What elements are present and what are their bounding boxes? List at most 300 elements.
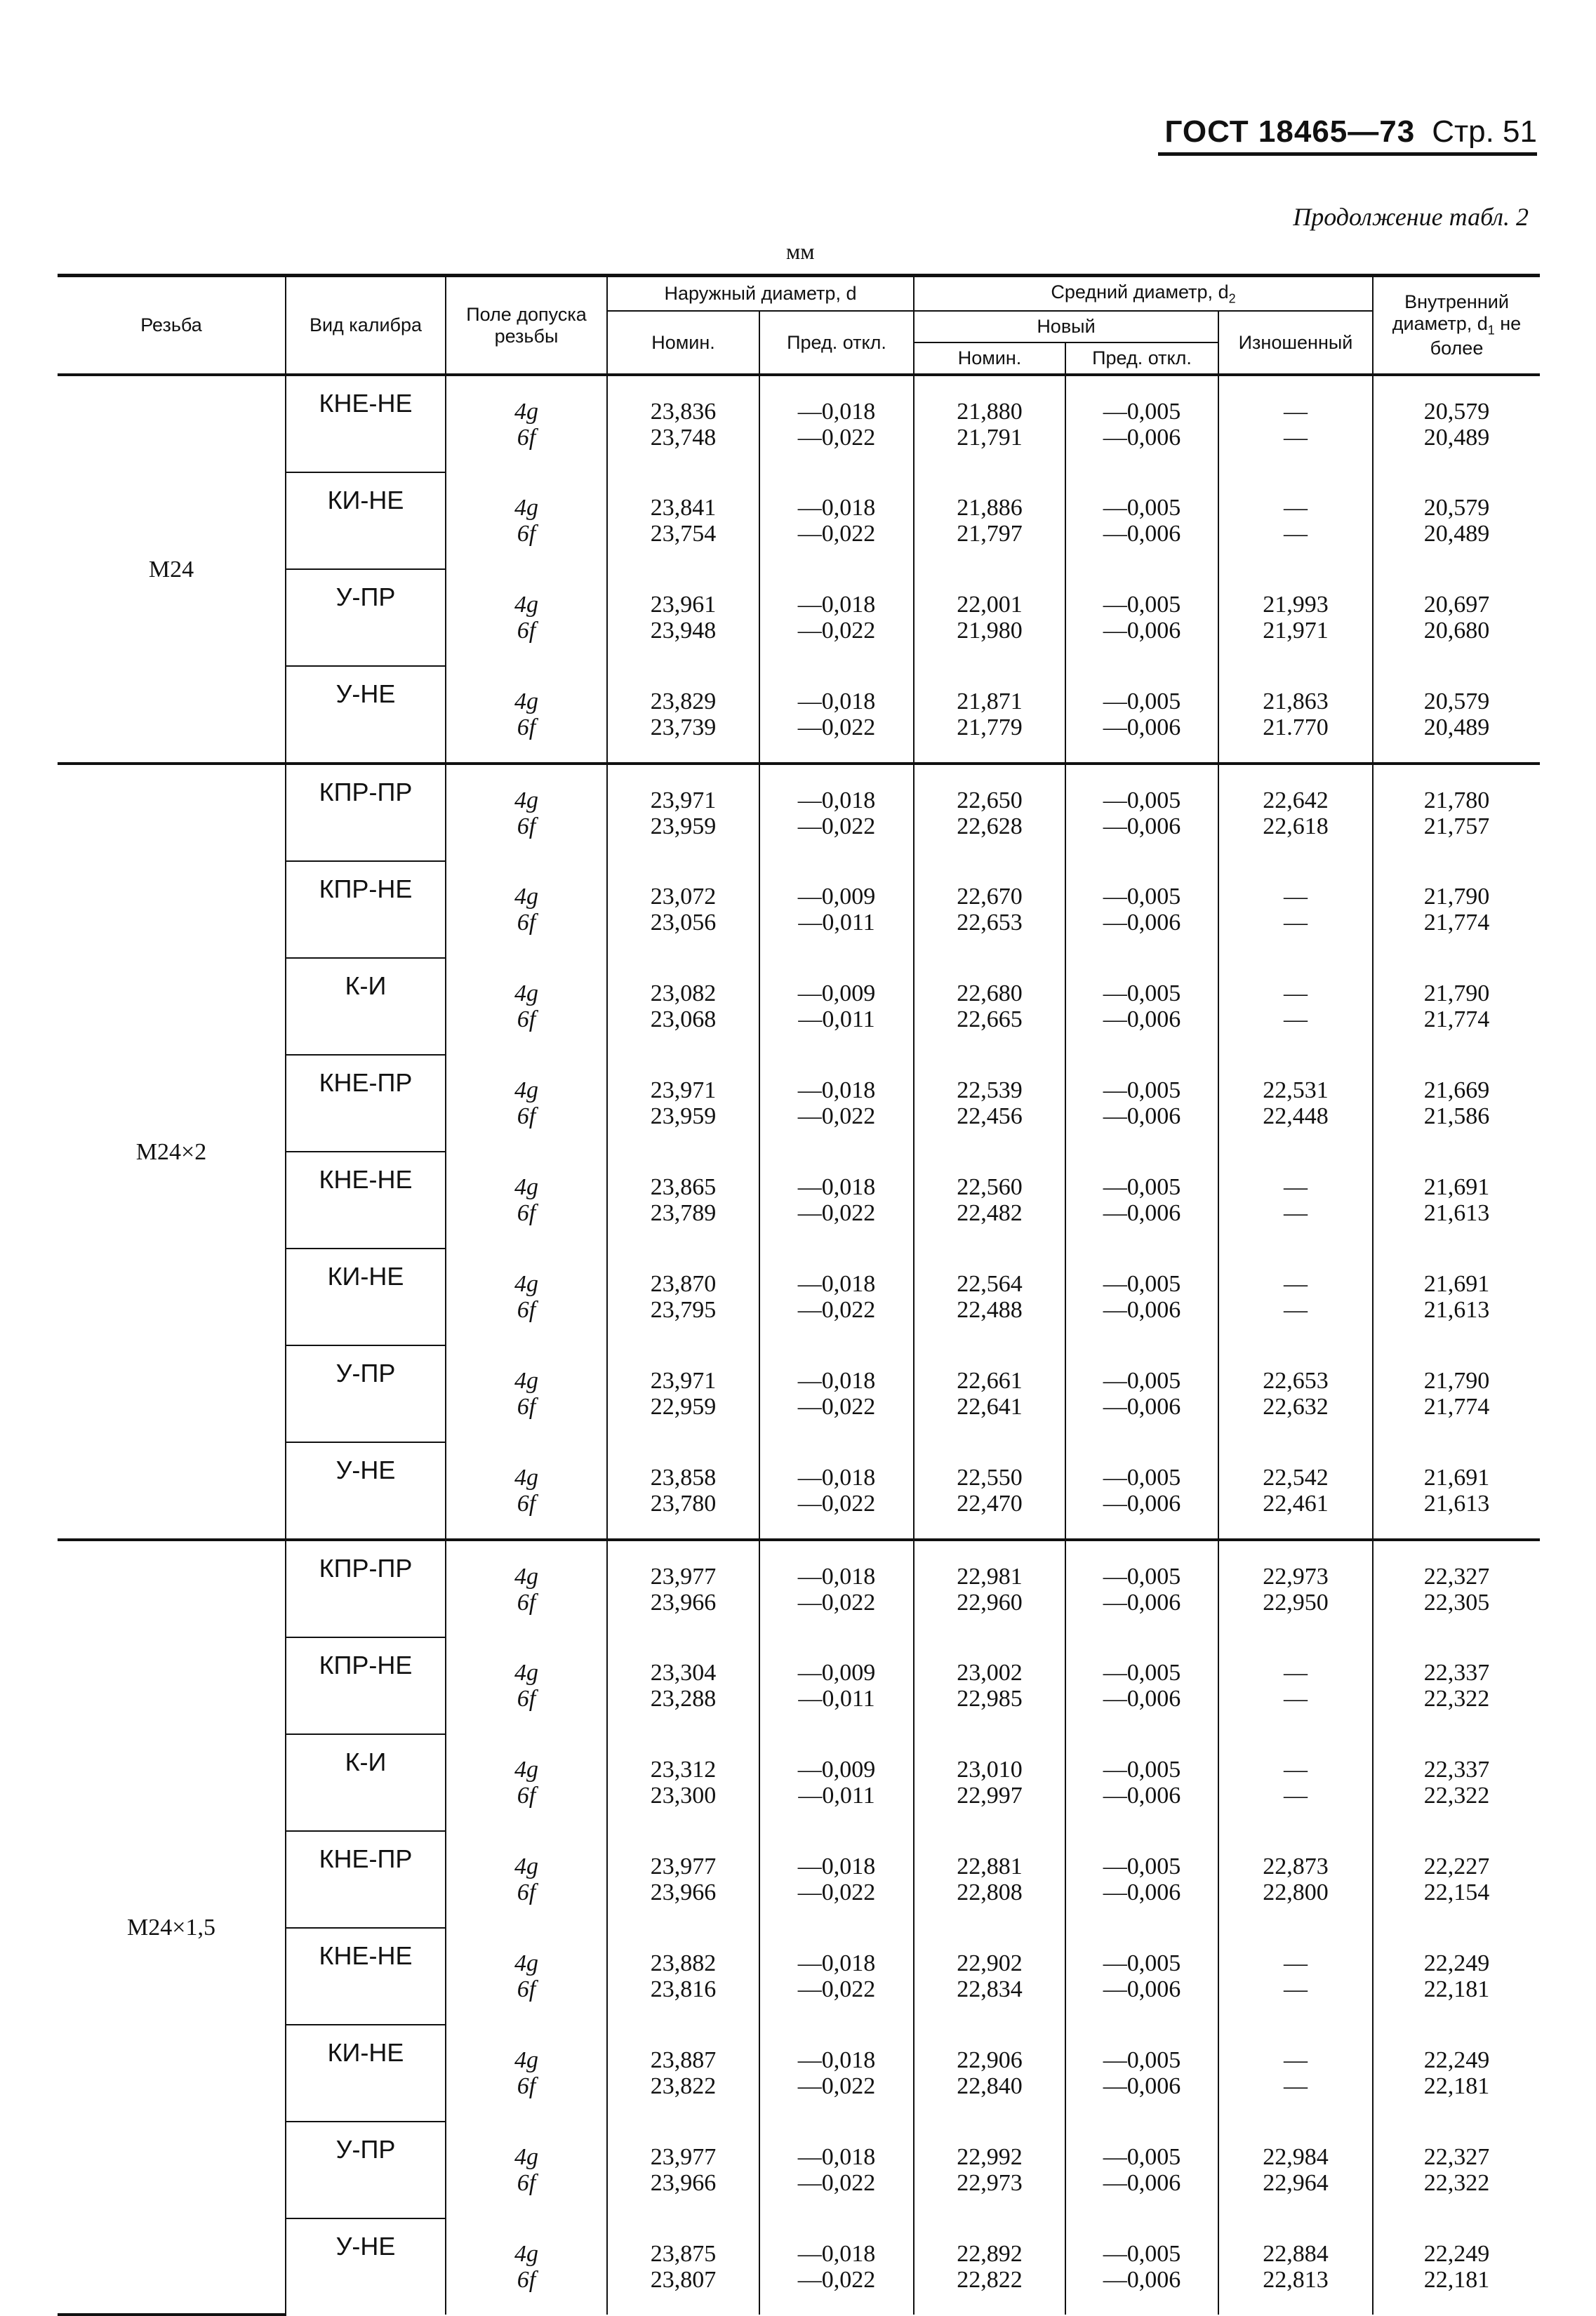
inner-diameter-cell (1373, 1152, 1540, 1249)
page-header (1158, 105, 1537, 156)
outer-nominal-cell-value: 23,082 (650, 980, 717, 1007)
new-deviation-cell-value: —0,005 (1103, 1950, 1181, 1977)
gauge-type-cell: У-НЕ (286, 2218, 446, 2315)
new-nominal-cell (914, 666, 1065, 764)
outer-diameter-label: Наружный диаметр, d (664, 283, 857, 305)
new-nominal-cell (914, 1928, 1065, 2025)
tolerance-cell (446, 2025, 607, 2122)
worn-cell-value: 22,964 (1263, 2170, 1329, 2197)
outer-nominal-cell-value: 23,977 (650, 1563, 717, 1590)
outer-deviation-cell (759, 1637, 914, 1734)
gauge-type-cell: КПР-НЕ (286, 1637, 446, 1734)
new-deviation-cell (1065, 569, 1218, 666)
inner-diameter-cell (1373, 958, 1540, 1055)
outer-deviation-cell-value: —0,022 (797, 2170, 876, 2197)
new-nominal-cell-value: 21,779 (957, 714, 1023, 740)
tolerance-cell-value: 6f (517, 618, 536, 644)
outer-nominal-cell-value: 23,966 (650, 2170, 717, 2197)
new-nominal-cell (914, 569, 1065, 666)
outer-nominal-cell-value: 23,977 (650, 2144, 717, 2171)
col-new-deviation: Пред. откл. (1065, 342, 1218, 375)
tolerance-cell (446, 958, 607, 1055)
tolerance-cell-value: 4g (514, 1757, 538, 1783)
thread-cell: М24×1,5 (58, 1540, 286, 2315)
table-row (58, 375, 1540, 472)
gauge-type-cell: К-И (286, 958, 446, 1055)
outer-nominal-cell (607, 1637, 759, 1734)
col-middle-diameter (914, 276, 1373, 312)
col-worn: Изношенный (1218, 311, 1373, 375)
new-deviation-cell-value: —0,005 (1103, 2144, 1181, 2171)
worn-cell-value: — (1284, 521, 1308, 547)
new-nominal-cell (914, 958, 1065, 1055)
inner-diameter-cell-value: 22,181 (1423, 1976, 1490, 2003)
outer-nominal-cell (607, 861, 759, 958)
outer-deviation-cell (759, 375, 914, 472)
new-deviation-cell-value: —0,005 (1103, 398, 1181, 425)
new-nominal-cell (914, 1152, 1065, 1249)
thread-cell: М24×2 (58, 764, 286, 1540)
col-new: Новый (914, 311, 1218, 342)
worn-cell-value: — (1284, 1297, 1308, 1324)
outer-nominal-cell-value: 23,882 (650, 1950, 717, 1977)
worn-cell (1218, 2025, 1373, 2122)
outer-nominal-cell-value: 23,288 (650, 1686, 717, 1712)
new-deviation-cell-value: —0,005 (1103, 1464, 1181, 1491)
gauge-type-cell: КНЕ-НЕ (286, 1152, 446, 1249)
new-nominal-cell-value: 22,539 (957, 1077, 1023, 1104)
middle-diameter-label: Средний диаметр, d (1051, 281, 1229, 302)
outer-deviation-cell-value: —0,018 (797, 2144, 876, 2171)
outer-deviation-cell-value: —0,022 (797, 714, 876, 740)
inner-diameter-cell (1373, 569, 1540, 666)
tolerance-cell-value: 6f (517, 1783, 536, 1809)
outer-nominal-cell-value: 23,875 (650, 2240, 717, 2267)
tolerance-cell-value: 6f (517, 1589, 536, 1616)
gauge-type-cell: У-НЕ (286, 666, 446, 764)
outer-nominal-cell-value: 23,865 (650, 1174, 717, 1201)
tolerance-cell (446, 2122, 607, 2218)
inner-diameter-cell (1373, 764, 1540, 861)
outer-deviation-cell-value: —0,009 (797, 884, 876, 910)
inner-diameter-cell-value: 20,697 (1423, 592, 1490, 618)
outer-nominal-cell (607, 1345, 759, 1442)
outer-deviation-cell-value: —0,022 (797, 1297, 876, 1324)
outer-deviation-cell (759, 569, 914, 666)
table-continuation-note: Продолжение табл. 2 (1293, 203, 1529, 231)
inner-diameter-cell-value: 21,691 (1423, 1174, 1490, 1201)
tolerance-cell-value: 4g (514, 688, 538, 714)
new-nominal-cell-value: 22,973 (957, 2170, 1023, 2197)
new-deviation-cell (1065, 1442, 1218, 1540)
worn-cell-value: 22,461 (1263, 1490, 1329, 1517)
outer-deviation-cell-value: —0,022 (797, 2073, 876, 2100)
new-deviation-cell-value: —0,005 (1103, 787, 1181, 813)
worn-cell-value: 22,873 (1263, 1854, 1329, 1880)
worn-cell (1218, 1249, 1373, 1345)
outer-nominal-cell (607, 666, 759, 764)
inner-diameter-subscript: 1 (1487, 323, 1495, 338)
new-nominal-cell-value: 22,960 (957, 1589, 1023, 1616)
tolerance-cell-value: 6f (517, 424, 536, 451)
table-body (58, 375, 1540, 2315)
worn-cell (1218, 666, 1373, 764)
gauge-type-cell: КПР-ПР (286, 764, 446, 861)
outer-deviation-cell (759, 2025, 914, 2122)
outer-nominal-cell (607, 472, 759, 569)
new-nominal-cell (914, 1734, 1065, 1831)
inner-diameter-cell-value: 21,613 (1423, 1297, 1490, 1324)
new-nominal-cell-value: 22,906 (957, 2047, 1023, 2074)
new-deviation-cell-value: —0,006 (1103, 2170, 1181, 2197)
new-deviation-cell (1065, 1249, 1218, 1345)
outer-deviation-cell-value: —0,018 (797, 1854, 876, 1880)
new-nominal-cell (914, 375, 1065, 472)
inner-diameter-cell-value: 20,579 (1423, 688, 1490, 714)
new-nominal-cell-value: 22,550 (957, 1464, 1023, 1491)
outer-deviation-cell (759, 1345, 914, 1442)
outer-nominal-cell-value: 23,300 (650, 1783, 717, 1809)
tolerance-cell-value: 6f (517, 1006, 536, 1033)
tolerance-cell-value: 4g (514, 1660, 538, 1686)
tolerance-cell-value: 4g (514, 884, 538, 910)
inner-diameter-cell-value: 22,337 (1423, 1757, 1490, 1783)
tolerance-cell-value: 4g (514, 1174, 538, 1201)
new-nominal-cell-value: 22,670 (957, 884, 1023, 910)
worn-cell-value: — (1284, 1174, 1308, 1201)
outer-deviation-cell (759, 2122, 914, 2218)
new-deviation-cell-value: —0,006 (1103, 813, 1181, 839)
outer-nominal-cell-value: 23,754 (650, 521, 717, 547)
new-deviation-cell (1065, 472, 1218, 569)
inner-diameter-cell (1373, 472, 1540, 569)
worn-cell (1218, 375, 1373, 472)
outer-nominal-cell-value: 23,829 (650, 688, 717, 714)
new-deviation-cell-value: —0,006 (1103, 521, 1181, 547)
gauge-type-cell: КИ-НЕ (286, 2025, 446, 2122)
tolerance-cell-value: 6f (517, 1297, 536, 1324)
inner-diameter-cell-value: 22,181 (1423, 2073, 1490, 2100)
new-nominal-cell-value: 21,791 (957, 424, 1023, 451)
tolerance-cell-value: 6f (517, 2170, 536, 2197)
outer-deviation-cell-value: —0,022 (797, 2266, 876, 2293)
tolerance-cell-value: 4g (514, 2144, 538, 2171)
outer-nominal-cell-value: 23,841 (650, 495, 717, 521)
outer-nominal-cell-value: 23,822 (650, 2073, 717, 2100)
worn-cell-value: — (1284, 398, 1308, 425)
outer-deviation-cell-value: —0,018 (797, 1950, 876, 1977)
tolerance-cell-value: 4g (514, 592, 538, 618)
new-deviation-cell-value: —0,006 (1103, 1686, 1181, 1712)
inner-diameter-cell-value: 21,669 (1423, 1077, 1490, 1104)
worn-cell-value: — (1284, 1783, 1308, 1809)
inner-diameter-cell-value: 21,691 (1423, 1464, 1490, 1491)
outer-deviation-cell-value: —0,018 (797, 688, 876, 714)
worn-cell-value: — (1284, 1757, 1308, 1783)
new-nominal-cell (914, 1249, 1065, 1345)
new-deviation-cell (1065, 1152, 1218, 1249)
inner-diameter-cell-value: 22,154 (1423, 1879, 1490, 1906)
tolerance-cell-value: 6f (517, 521, 536, 547)
new-nominal-cell-value: 22,560 (957, 1174, 1023, 1201)
tolerance-cell-value: 6f (517, 2266, 536, 2293)
outer-deviation-cell (759, 958, 914, 1055)
outer-deviation-cell-value: —0,022 (797, 1394, 876, 1420)
outer-nominal-cell-value: 23,966 (650, 1589, 717, 1616)
new-nominal-cell-value: 22,564 (957, 1271, 1023, 1298)
outer-nominal-cell-value: 23,887 (650, 2047, 717, 2074)
tolerance-cell-value: 4g (514, 1368, 538, 1395)
gauge-type-cell: КНЕ-ПР (286, 1055, 446, 1152)
new-deviation-cell-value: —0,005 (1103, 884, 1181, 910)
tolerance-cell (446, 1831, 607, 1928)
tolerance-cell (446, 1637, 607, 1734)
inner-diameter-cell (1373, 2122, 1540, 2218)
tolerance-cell (446, 1152, 607, 1249)
new-nominal-cell (914, 1637, 1065, 1734)
new-deviation-cell (1065, 2218, 1218, 2315)
new-deviation-cell-value: —0,005 (1103, 592, 1181, 618)
gauge-type-cell: У-ПР (286, 569, 446, 666)
new-deviation-cell-value: —0,006 (1103, 1103, 1181, 1130)
gauge-type-cell: КНЕ-НЕ (286, 375, 446, 472)
inner-diameter-cell (1373, 666, 1540, 764)
outer-nominal-cell (607, 1442, 759, 1540)
tolerance-cell-value: 4g (514, 1854, 538, 1880)
worn-cell-value: — (1284, 1976, 1308, 2003)
inner-diameter-cell-value: 21,774 (1423, 910, 1490, 936)
inner-diameter-cell-value: 22,322 (1423, 1686, 1490, 1712)
worn-cell-value: 22,973 (1263, 1563, 1329, 1590)
gauge-dimensions-table (58, 274, 1540, 2316)
new-deviation-cell-value: —0,005 (1103, 688, 1181, 714)
new-nominal-cell-value: 22,981 (957, 1563, 1023, 1590)
new-deviation-cell-value: —0,006 (1103, 1879, 1181, 1906)
new-deviation-cell-value: —0,005 (1103, 1174, 1181, 1201)
new-deviation-cell (1065, 1928, 1218, 2025)
new-nominal-cell-value: 22,985 (957, 1686, 1023, 1712)
worn-cell-value: 22,618 (1263, 813, 1329, 839)
outer-deviation-cell-value: —0,009 (797, 1757, 876, 1783)
tolerance-cell-value: 4g (514, 2047, 538, 2074)
outer-nominal-cell (607, 2025, 759, 2122)
outer-nominal-cell (607, 1831, 759, 1928)
worn-cell-value: 22,984 (1263, 2144, 1329, 2171)
new-deviation-cell-value: —0,005 (1103, 1368, 1181, 1395)
worn-cell (1218, 1055, 1373, 1152)
new-deviation-cell (1065, 1734, 1218, 1831)
new-nominal-cell-value: 22,881 (957, 1854, 1023, 1880)
outer-deviation-cell-value: —0,022 (797, 424, 876, 451)
unit-label: мм (786, 239, 815, 264)
table-row (58, 1540, 1540, 1637)
outer-deviation-cell (759, 1055, 914, 1152)
new-nominal-cell-value: 21,980 (957, 618, 1023, 644)
inner-diameter-cell-value: 21,790 (1423, 980, 1490, 1007)
new-nominal-cell (914, 1540, 1065, 1637)
col-new-nominal: Номин. (914, 342, 1065, 375)
new-nominal-cell (914, 764, 1065, 861)
inner-diameter-cell-value: 20,579 (1423, 495, 1490, 521)
tolerance-cell (446, 1928, 607, 2025)
tolerance-cell-value: 4g (514, 980, 538, 1007)
new-deviation-cell-value: —0,006 (1103, 1589, 1181, 1616)
tolerance-cell (446, 1055, 607, 1152)
worn-cell-value: — (1284, 424, 1308, 451)
worn-cell-value: 21,971 (1263, 618, 1329, 644)
worn-cell (1218, 472, 1373, 569)
tolerance-cell (446, 1249, 607, 1345)
outer-deviation-cell-value: —0,022 (797, 1976, 876, 2003)
new-deviation-cell (1065, 2025, 1218, 2122)
worn-cell (1218, 764, 1373, 861)
inner-diameter-tail: не более (1430, 313, 1522, 359)
tolerance-cell-value: 6f (517, 910, 536, 936)
outer-deviation-cell-value: —0,022 (797, 1103, 876, 1130)
inner-diameter-cell-value: 22,327 (1423, 1563, 1490, 1590)
new-nominal-cell (914, 861, 1065, 958)
inner-diameter-cell-value: 20,579 (1423, 398, 1490, 425)
new-nominal-cell-value: 21,880 (957, 398, 1023, 425)
outer-nominal-cell-value: 23,977 (650, 1854, 717, 1880)
new-deviation-cell-value: —0,006 (1103, 2073, 1181, 2100)
tolerance-cell-value: 4g (514, 1271, 538, 1298)
outer-nominal-cell (607, 1734, 759, 1831)
worn-cell-value: 21,993 (1263, 592, 1329, 618)
new-deviation-cell-value: —0,006 (1103, 1490, 1181, 1517)
inner-diameter-cell (1373, 1734, 1540, 1831)
tolerance-cell-value: 4g (514, 1077, 538, 1104)
outer-nominal-cell (607, 958, 759, 1055)
tolerance-cell-value: 6f (517, 714, 536, 740)
new-deviation-cell-value: —0,005 (1103, 1271, 1181, 1298)
outer-nominal-cell-value: 23,948 (650, 618, 717, 644)
col-inner-diameter (1373, 276, 1540, 375)
worn-cell (1218, 958, 1373, 1055)
outer-deviation-cell-value: —0,018 (797, 592, 876, 618)
outer-nominal-cell (607, 1249, 759, 1345)
worn-cell (1218, 1928, 1373, 2025)
inner-diameter-cell-value: 22,249 (1423, 2240, 1490, 2267)
worn-cell (1218, 2122, 1373, 2218)
inner-diameter-cell-value: 22,249 (1423, 2047, 1490, 2074)
outer-nominal-cell-value: 23,748 (650, 424, 717, 451)
new-deviation-cell (1065, 1055, 1218, 1152)
outer-deviation-cell-value: —0,011 (798, 1686, 875, 1712)
outer-deviation-cell (759, 666, 914, 764)
outer-nominal-cell-value: 23,056 (650, 910, 717, 936)
gost-number: ГОСТ 18465—73 (1164, 114, 1416, 149)
gauge-type-cell: КИ-НЕ (286, 472, 446, 569)
new-nominal-cell-value: 22,834 (957, 1976, 1023, 2003)
tolerance-cell (446, 1442, 607, 1540)
outer-nominal-cell-value: 23,971 (650, 1368, 717, 1395)
outer-nominal-cell-value: 23,858 (650, 1464, 717, 1491)
worn-cell (1218, 2218, 1373, 2315)
new-deviation-cell-value: —0,006 (1103, 424, 1181, 451)
outer-deviation-cell (759, 2218, 914, 2315)
outer-deviation-cell (759, 1831, 914, 1928)
new-nominal-cell-value: 22,808 (957, 1879, 1023, 1906)
new-nominal-cell-value: 22,001 (957, 592, 1023, 618)
tolerance-cell-value: 4g (514, 398, 538, 425)
outer-deviation-cell (759, 1540, 914, 1637)
worn-cell (1218, 1831, 1373, 1928)
new-nominal-cell-value: 22,892 (957, 2240, 1023, 2267)
new-deviation-cell (1065, 2122, 1218, 2218)
new-nominal-cell-value: 21,797 (957, 521, 1023, 547)
table-row (58, 764, 1540, 861)
outer-nominal-cell-value: 23,739 (650, 714, 717, 740)
outer-deviation-cell-value: —0,018 (797, 2047, 876, 2074)
outer-nominal-cell-value: 23,795 (650, 1297, 717, 1324)
worn-cell-value: 22,884 (1263, 2240, 1329, 2267)
outer-deviation-cell-value: —0,018 (797, 1563, 876, 1590)
worn-cell (1218, 861, 1373, 958)
tolerance-cell (446, 1540, 607, 1637)
new-deviation-cell (1065, 861, 1218, 958)
new-nominal-cell-value: 23,002 (957, 1660, 1023, 1686)
outer-deviation-cell-value: —0,022 (797, 1490, 876, 1517)
worn-cell-value: — (1284, 1660, 1308, 1686)
inner-diameter-cell-value: 22,327 (1423, 2144, 1490, 2171)
worn-cell-value: — (1284, 1006, 1308, 1033)
worn-cell-value: 22,642 (1263, 787, 1329, 813)
outer-deviation-cell (759, 472, 914, 569)
new-deviation-cell-value: —0,006 (1103, 2266, 1181, 2293)
worn-cell (1218, 1345, 1373, 1442)
outer-deviation-cell-value: —0,018 (797, 1368, 876, 1395)
inner-diameter-cell (1373, 2218, 1540, 2315)
outer-deviation-cell-value: —0,018 (797, 1174, 876, 1201)
new-nominal-cell-value: 22,822 (957, 2266, 1023, 2293)
new-deviation-cell-value: —0,005 (1103, 980, 1181, 1007)
inner-diameter-cell-value: 22,227 (1423, 1854, 1490, 1880)
inner-diameter-cell (1373, 1831, 1540, 1928)
new-nominal-cell (914, 2122, 1065, 2218)
worn-cell-value: — (1284, 1271, 1308, 1298)
new-deviation-cell-value: —0,006 (1103, 1200, 1181, 1227)
new-nominal-cell-value: 21,886 (957, 495, 1023, 521)
outer-deviation-cell-value: —0,011 (798, 1783, 875, 1809)
tolerance-cell (446, 375, 607, 472)
page-number: Стр. 51 (1432, 114, 1537, 149)
worn-cell-value: 22,653 (1263, 1368, 1329, 1395)
outer-nominal-cell-value: 22,959 (650, 1394, 717, 1420)
inner-diameter-cell-value: 21,774 (1423, 1394, 1490, 1420)
worn-cell (1218, 569, 1373, 666)
inner-diameter-cell-value: 22,322 (1423, 2170, 1490, 2197)
tolerance-cell (446, 2218, 607, 2315)
outer-deviation-cell (759, 1734, 914, 1831)
outer-nominal-cell (607, 2218, 759, 2315)
gauge-type-cell: КПР-ПР (286, 1540, 446, 1637)
inner-diameter-cell (1373, 1345, 1540, 1442)
new-nominal-cell-value: 22,653 (957, 910, 1023, 936)
gauge-type-cell: К-И (286, 1734, 446, 1831)
tolerance-cell-value: 4g (514, 2240, 538, 2267)
worn-cell-value: 22,800 (1263, 1879, 1329, 1906)
outer-deviation-cell-value: —0,009 (797, 1660, 876, 1686)
col-tolerance: Поле допуска резьбы (446, 276, 607, 375)
inner-diameter-cell-value: 20,489 (1423, 521, 1490, 547)
new-deviation-cell (1065, 375, 1218, 472)
worn-cell-value: 22,950 (1263, 1589, 1329, 1616)
tolerance-cell-value: 6f (517, 1103, 536, 1130)
new-nominal-cell-value: 23,010 (957, 1757, 1023, 1783)
outer-nominal-cell-value: 23,961 (650, 592, 717, 618)
outer-deviation-cell-value: —0,022 (797, 618, 876, 644)
